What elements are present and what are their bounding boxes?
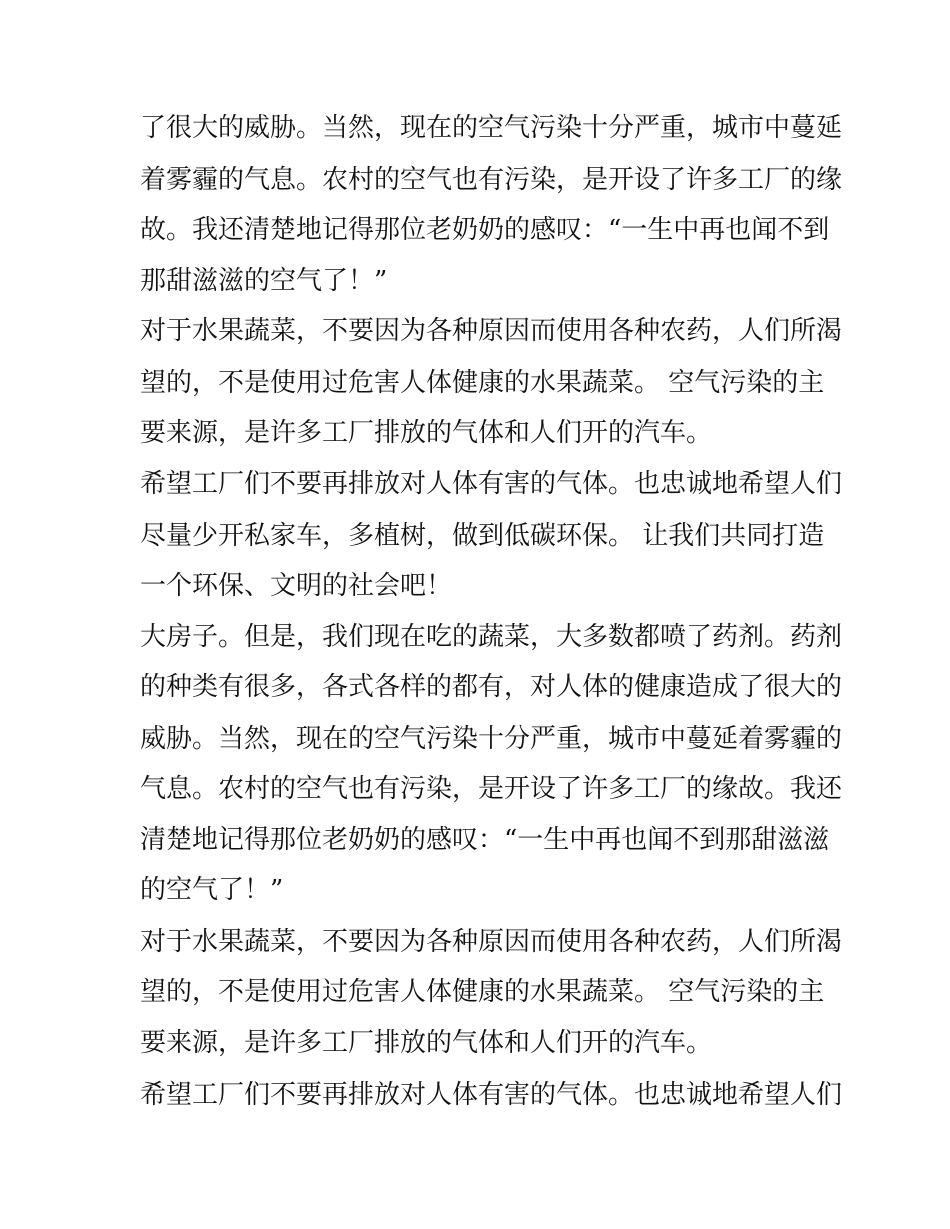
text-line: 望的，不是使用过危害人体健康的水果蔬菜。 空气污染的主 [140, 977, 825, 1007]
text-line: 希望工厂们不要再排放对人体有害的气体。也忠诚地希望人们 [140, 469, 843, 499]
text-line: 要来源，是许多工厂排放的气体和人们开的汽车。 [140, 418, 713, 448]
text-line: 尽量少开私家车，多植树，做到低碳环保。 让我们共同打造 [140, 521, 825, 551]
text-line: 清楚地记得那位老奶奶的感叹：“一生中再也闻不到那甜滋滋 [140, 825, 830, 855]
text-line: 气息。农村的空气也有污染，是开设了许多工厂的缘故。我还 [140, 774, 843, 804]
text-line: 的种类有很多，各式各样的都有，对人体的健康造成了很大的 [140, 672, 843, 702]
text-line: 对于水果蔬菜，不要因为各种原因而使用各种农药，人们所渴 [140, 927, 843, 957]
text-line: 那甜滋滋的空气了！” [140, 266, 388, 296]
text-line: 一个环保、文明的社会吧！ [140, 571, 453, 601]
text-line: 希望工厂们不要再排放对人体有害的气体。也忠诚地希望人们 [140, 1080, 843, 1110]
text-line: 要来源，是许多工厂排放的气体和人们开的汽车。 [140, 1028, 713, 1058]
text-line: 大房子。但是，我们现在吃的蔬菜，大多数都喷了药剂。药剂 [140, 622, 843, 652]
text-line: 对于水果蔬菜，不要因为各种原因而使用各种农药，人们所渴 [140, 316, 843, 346]
text-line: 着雾霾的气息。农村的空气也有污染，是开设了许多工厂的缘 [140, 165, 843, 195]
text-line: 的空气了！” [140, 875, 284, 905]
text-line: 望的，不是使用过危害人体健康的水果蔬菜。 空气污染的主 [140, 368, 825, 398]
text-line: 了很大的威胁。当然，现在的空气污染十分严重，城市中蔓延 [140, 113, 843, 143]
text-line: 故。我还清楚地记得那位老奶奶的感叹：“一生中再也闻不到 [140, 215, 830, 245]
text-line: 威胁。当然，现在的空气污染十分严重，城市中蔓延着雾霾的 [140, 724, 843, 754]
